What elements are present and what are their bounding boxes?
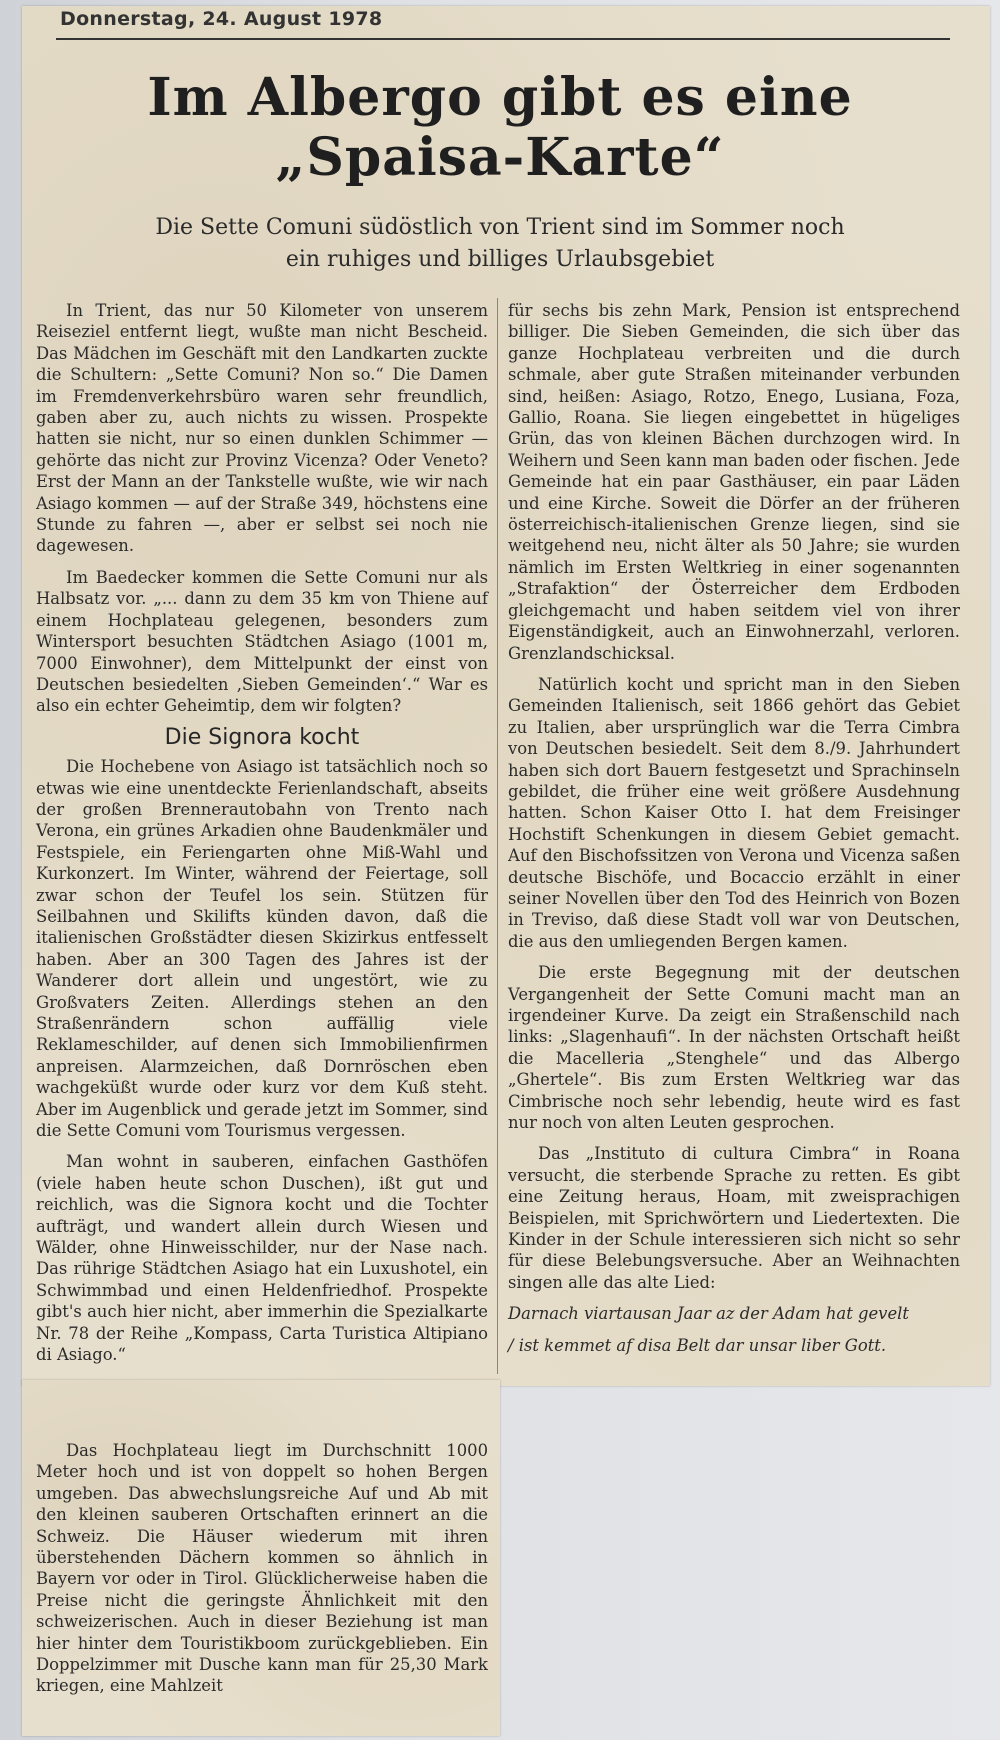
paragraph: Die Hochebene von Asiago ist tatsächlich noch so etwas wie eine unentdeckte Ferienlandschaft, abseits der großen Brennerautobahn von Trento nach Verona, ein grünes Arkadien ohne Baudenkmäler und Festspiele, ein Feriengarten ohne Miß-Wahl und Kurkonzert. Im Winter, während der Feiertage, soll zwar schon der Teufel los sein. Stützen für Seilbahnen und Skilifts künden davon, daß die italienischen Großstädter diesen Skizirkus entfesselt haben. Aber an 300 Tagen des Jahres ist der Wanderer dort allein und ungestört, wie zu Großvaters Zeiten. Allerdings stehen an den Straßenrändern schon auffällig viele Reklameschilder, auf denen sich Immobilienfirmen anpreisen. Alarmzeichen, daß Dornröschen eben wachgeküßt wurde oder kurz vor dem Kuß steht. Aber im Augenblick und gerade jetzt im Sommer, sind die Sette Comuni vom Tourismus vergessen. bbox=[36, 757, 488, 1141]
headline bbox=[60, 68, 940, 188]
header-rule bbox=[56, 38, 950, 40]
subhead-line-1: Die Sette Comuni südöstlich von Trient sind im Sommer noch bbox=[155, 215, 845, 240]
article-column-1-continued bbox=[36, 1440, 488, 1707]
article-column-2 bbox=[508, 300, 960, 1366]
paragraph: Natürlich kocht und spricht man in den Sieben Gemeinden Italienisch, seit 1866 gehört das Gebiet zu Italien, aber ursprünglich war die Terra Cimbra von Deutschen besiedelt. Seit dem 8./9. Jahrhundert haben sich dort Bauern festgesetzt und Sprachinseln gebildet, die früher eine weit größere Ausdehnung hatten. Schon Kaiser Otto I. hat dem Freisinger Hochstift Schenkungen in diesem Gebiet gemacht. Auf den Bischofssitzen von Verona und Vicenza saßen deutsche Bischöfe, und Bocaccio erzählt in einer seiner Novellen über den Tod des Heinrich von Bozen in Treviso, daß diese Stadt voll war von Deutschen, die aus den umliegenden Bergen kamen. bbox=[508, 674, 960, 951]
dateline: Donnerstag, 24. August 1978 bbox=[60, 8, 383, 30]
subhead-line-2: ein ruhiges und billiges Urlaubsgebiet bbox=[285, 247, 715, 272]
paragraph: Das Hochplateau liegt im Durchschnitt 1000 Meter hoch und ist von doppelt so hohen Bergen umgeben. Das abwechslungsreiche Auf und Ab mit den kleinen sauberen Ortschaften erinnert an die Schweiz. Die Häuser wiederum mit ihren überstehenden Dächern kommen so ähnlich in Bayern vor oder in Tirol. Glücklicherweise haben die Preise nicht die geringste Ähnlichkeit mit den schweizerischen. Auch in dieser Beziehung ist man hier hinter dem Touristikboom zurückgeblieben. Ein Doppelzimmer mit Dusche kann man für 25,30 Mark kriegen, eine Mahlzeit bbox=[36, 1441, 488, 1696]
headline-line-1: Im Albergo gibt es eine bbox=[147, 67, 853, 128]
subheadline bbox=[90, 212, 910, 276]
paragraph: Im Baedecker kommen die Sette Comuni nur als Halbsatz vor. „... dann zu dem 35 km von Thiene auf einem Hochplateau gelegenen, besonders zum Wintersport besuchten Städtchen Asiago (1001 m, 7000 Einwohner), dem Mittelpunkt der einst von Deutschen besiedelten ‚Sieben Gemeinden‘.“ War es also ein echter Geheimtip, dem wir folgten? bbox=[36, 567, 488, 716]
headline-line-2: „Spaisa-Karte“ bbox=[275, 127, 725, 188]
paragraph: In Trient, das nur 50 Kilometer von unserem Reiseziel entfernt liegt, wußte man nicht Bescheid. Das Mädchen im Geschäft mit den Landkarten zuckte die Schultern: „Sette Comuni? Non so.“ Die Damen im Fremdenverkehrsbüro waren sehr freundlich, gaben aber zu, auch nichts zu wissen. Prospekte hatten sie nicht, nur so einen dunklen Schimmer — gehörte das nicht zur Provinz Vicenza? Oder Veneto? Erst der Mann an der Tankstelle wußte, wie wir nach Asiago kommen — auf der Straße 349, höchstens eine Stunde zu fahren —, aber er selbst sei noch nie dagewesen. bbox=[36, 301, 488, 556]
paragraph: Das „Instituto di cultura Cimbra“ in Roana versucht, die sterbende Sprache zu retten. Es gibt eine Zeitung heraus, Hoam, mit zweisprachigen Beispielen, mit Sprichwörtern und Liedertexten. Die Kinder in der Schule interessieren sich nicht so sehr für diese Belebungsversuche. Aber an Weihnachten singen alle das alte Lied: bbox=[508, 1144, 960, 1292]
paragraph: Man wohnt in sauberen, einfachen Gasthöfen (viele haben heute schon Duschen), ißt gut und reichlich, was die Signora kocht und die Tochter aufträgt, und wandert allein durch Wiesen und Wälder, ohne Hinweisschilder, nur der Nase nach. Das rührige Städtchen Asiago hat ein Luxushotel, ein Schwimmbad und einen Heldenfriedhof. Prospekte gibt's auch hier nicht, aber immerhin die Spezialkarte Nr. 78 der Reihe „Kompass, Carta Turistica Altipiano di Asiago.“ bbox=[36, 1152, 488, 1365]
poem-line: Darnach viartausan Jaar az der Adam hat gevelt bbox=[508, 1304, 909, 1324]
column-divider bbox=[497, 298, 498, 1374]
paragraph: für sechs bis zehn Mark, Pension ist entsprechend billiger. Die Sieben Gemeinden, die sich über das ganze Hochplateau verbreiten und die durch schmale, aber gute Straßen miteinander verbunden sind, heißen: Asiago, Rotzo, Enego, Lusiana, Foza, Gallio, Roana. Sie liegen eingebettet in hügeliges Grün, das von kleinen Bächen durchzogen wird. In Weihern und Seen kann man baden oder fischen. Jede Gemeinde hat ein paar Gasthäuser, ein paar Läden und eine Kirche. Soweit die Dörfer an der früheren österreichisch-italienischen Grenze liegen, sind sie weitgehend neu, nicht älter als 50 Jahre; sie wurden nämlich im Ersten Weltkrieg in einer sogenannten „Strafaktion“ der Österreicher dem Erdboden gleichgemacht und haben seitdem viel von ihrer Eigenständigkeit, auch an Einwohnerzahl, verloren. Grenzlandschicksal. bbox=[508, 301, 960, 663]
paragraph: Die erste Begegnung mit der deutschen Vergangenheit der Sette Comuni macht man an irgendeiner Kurve. Da zeigt ein Straßenschild nach links: „Slagenhaufi“. In der nächsten Ortschaft heißt die Macelleria „Stenghele“ und das Albergo „Ghertele“. Bis zum Ersten Weltkrieg war das Cimbrische noch sehr lebendig, heute wird es fast nur noch von alten Leuten gesprochen. bbox=[508, 963, 960, 1133]
section-heading: Die Signora kocht bbox=[164, 724, 360, 750]
poem-line: / ist kemmet af disa Belt dar unsar liber Gott. bbox=[508, 1335, 887, 1355]
article-column-1 bbox=[36, 300, 488, 1376]
